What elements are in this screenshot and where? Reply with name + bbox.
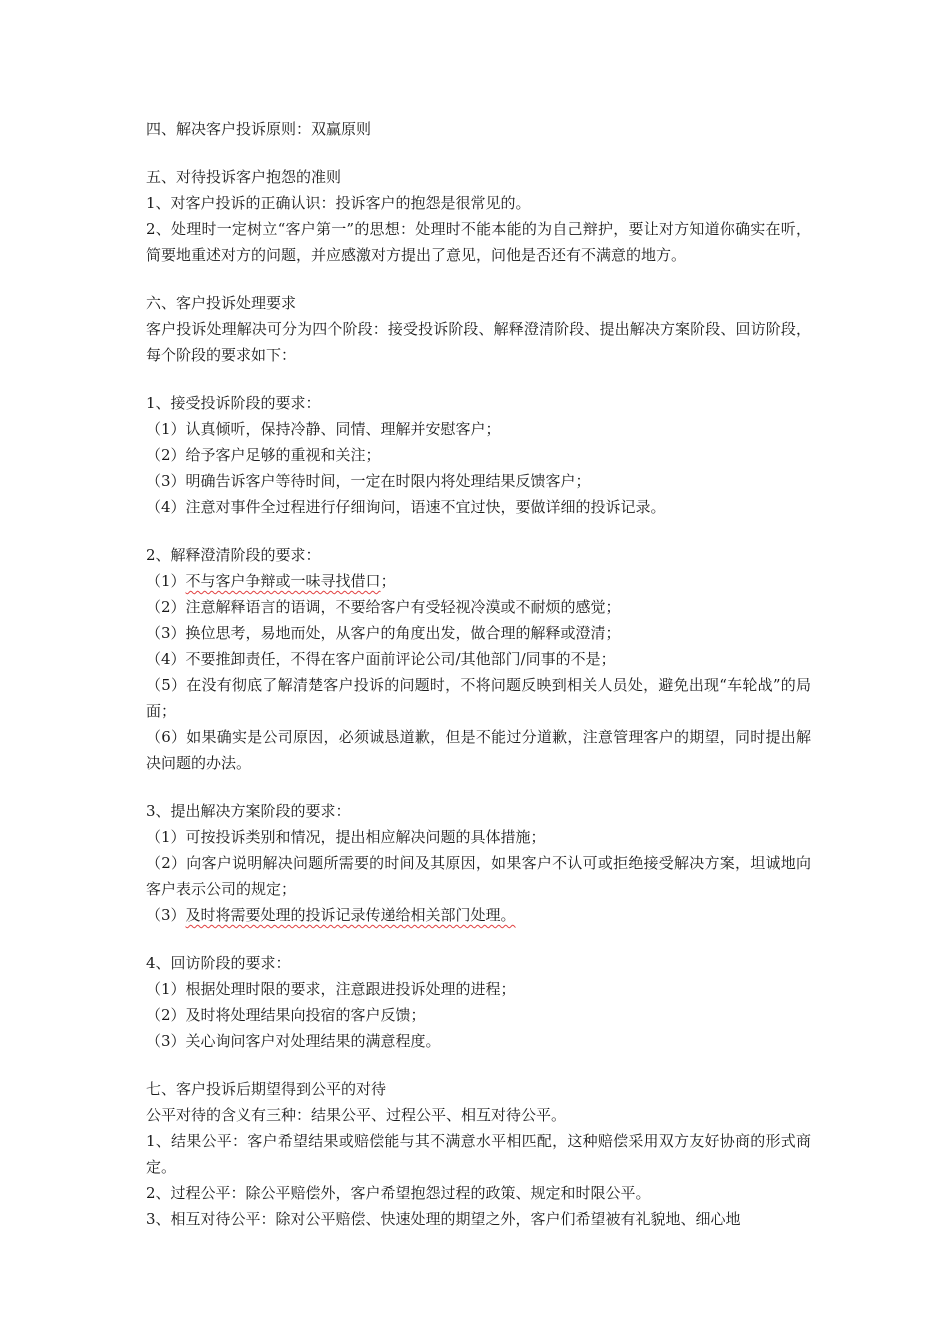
stage-2-item: （3）换位思考，易地而处，从客户的角度出发，做合理的解释或澄清； bbox=[146, 624, 621, 642]
section-7-intro: 公平对待的含义有三种：结果公平、过程公平、相互对待公平。 bbox=[146, 1106, 567, 1124]
spacer bbox=[146, 368, 811, 390]
stage-2-item: （2）注意解释语言的语调，不要给客户有受轻视冷漠或不耐烦的感觉； bbox=[146, 598, 621, 616]
spacer bbox=[146, 776, 811, 798]
stage-1-heading: 1、接受投诉阶段的要求： bbox=[146, 394, 321, 412]
section-5-title: 五、对待投诉客户抱怨的准则 bbox=[146, 168, 342, 186]
stage-4-item: （2）及时将处理结果向投宿的客户反馈； bbox=[146, 1006, 426, 1024]
stage-1-item: （3）明确告诉客户等待时间，一定在时限内将处理结果反馈客户； bbox=[146, 472, 591, 490]
stage-2-item: （5）在没有彻底了解清楚客户投诉的问题时，不将问题反映到相关人员处，避免出现“车轮战”的局面； bbox=[146, 676, 811, 720]
stage-1-item: （1）认真倾听，保持冷静、同情、理解并安慰客户； bbox=[146, 420, 501, 438]
spacer bbox=[146, 142, 811, 164]
section-7-title: 七、客户投诉后期望得到公平的对待 bbox=[146, 1080, 387, 1098]
item-number: （1） bbox=[146, 572, 186, 590]
section-7-item: 1、结果公平：客户希望结果或赔偿能与其不满意水平相匹配，这种赔偿采用双方友好协商的形式商定。 bbox=[146, 1132, 811, 1176]
item-punctuation: ； bbox=[380, 572, 396, 590]
spacer bbox=[146, 520, 811, 542]
stage-4-item: （1）根据处理时限的要求，注意跟进投诉处理的进程； bbox=[146, 980, 516, 998]
spellcheck-marked-text: 不与客户争辩或一味寻找借口 bbox=[185, 572, 381, 590]
stage-3-heading: 3、提出解决方案阶段的要求： bbox=[146, 802, 351, 820]
stage-3-item: （1）可按投诉类别和情况，提出相应解决问题的具体措施； bbox=[146, 828, 546, 846]
spacer bbox=[146, 268, 811, 290]
spacer bbox=[146, 1054, 811, 1076]
stage-3-item: （2）向客户说明解决问题所需要的时间及其原因，如果客户不认可或拒绝接受解决方案，坦诚地向客户表示公司的规定； bbox=[146, 854, 811, 898]
stage-2-item: （6）如果确实是公司原因，必须诚恳道歉，但是不能过分道歉，注意管理客户的期望，同时提出解决问题的办法。 bbox=[146, 728, 811, 772]
stage-4-heading: 4、回访阶段的要求： bbox=[146, 954, 291, 972]
stage-2-heading: 2、解释澄清阶段的要求： bbox=[146, 546, 321, 564]
section-7-item: 2、过程公平：除公平赔偿外，客户希望抱怨过程的政策、规定和时限公平。 bbox=[146, 1184, 651, 1202]
stage-2-item: （4）不要推卸责任，不得在客户面前评论公司/其他部门/同事的不是； bbox=[146, 650, 616, 668]
spellcheck-marked-text: 及时将需要处理的投诉记录传递给相关部门处理。 bbox=[185, 906, 516, 924]
stage-1-item: （2）给予客户足够的重视和关注； bbox=[146, 446, 381, 464]
stage-3-item bbox=[146, 902, 811, 928]
section-5-paragraph-2: 2、处理时一定树立“客户第一”的思想：处理时不能本能的为自己辩护，要让对方知道你确实在听，简要地重述对方的问题，并应感激对方提出了意见，问他是否还有不满意的地方。 bbox=[146, 220, 811, 264]
stage-2-item bbox=[146, 568, 811, 594]
spacer bbox=[146, 928, 811, 950]
section-6-intro: 客户投诉处理解决可分为四个阶段：接受投诉阶段、解释澄清阶段、提出解决方案阶段、回访阶段，每个阶段的要求如下： bbox=[146, 320, 811, 364]
item-number: （3） bbox=[146, 906, 186, 924]
section-4-title: 四、解决客户投诉原则：双赢原则 bbox=[146, 120, 372, 138]
stage-1-item: （4）注意对事件全过程进行仔细询问，语速不宜过快，要做详细的投诉记录。 bbox=[146, 498, 666, 516]
section-5-paragraph-1: 1、对客户投诉的正确认识：投诉客户的抱怨是很常见的。 bbox=[146, 194, 531, 212]
stage-4-item: （3）关心询问客户对处理结果的满意程度。 bbox=[146, 1032, 441, 1050]
section-7-item: 3、相互对待公平：除对公平赔偿、快速处理的期望之外，客户们希望被有礼貌地、细心地 bbox=[146, 1210, 741, 1228]
section-6-title: 六、客户投诉处理要求 bbox=[146, 294, 297, 312]
document-page bbox=[146, 116, 811, 1232]
